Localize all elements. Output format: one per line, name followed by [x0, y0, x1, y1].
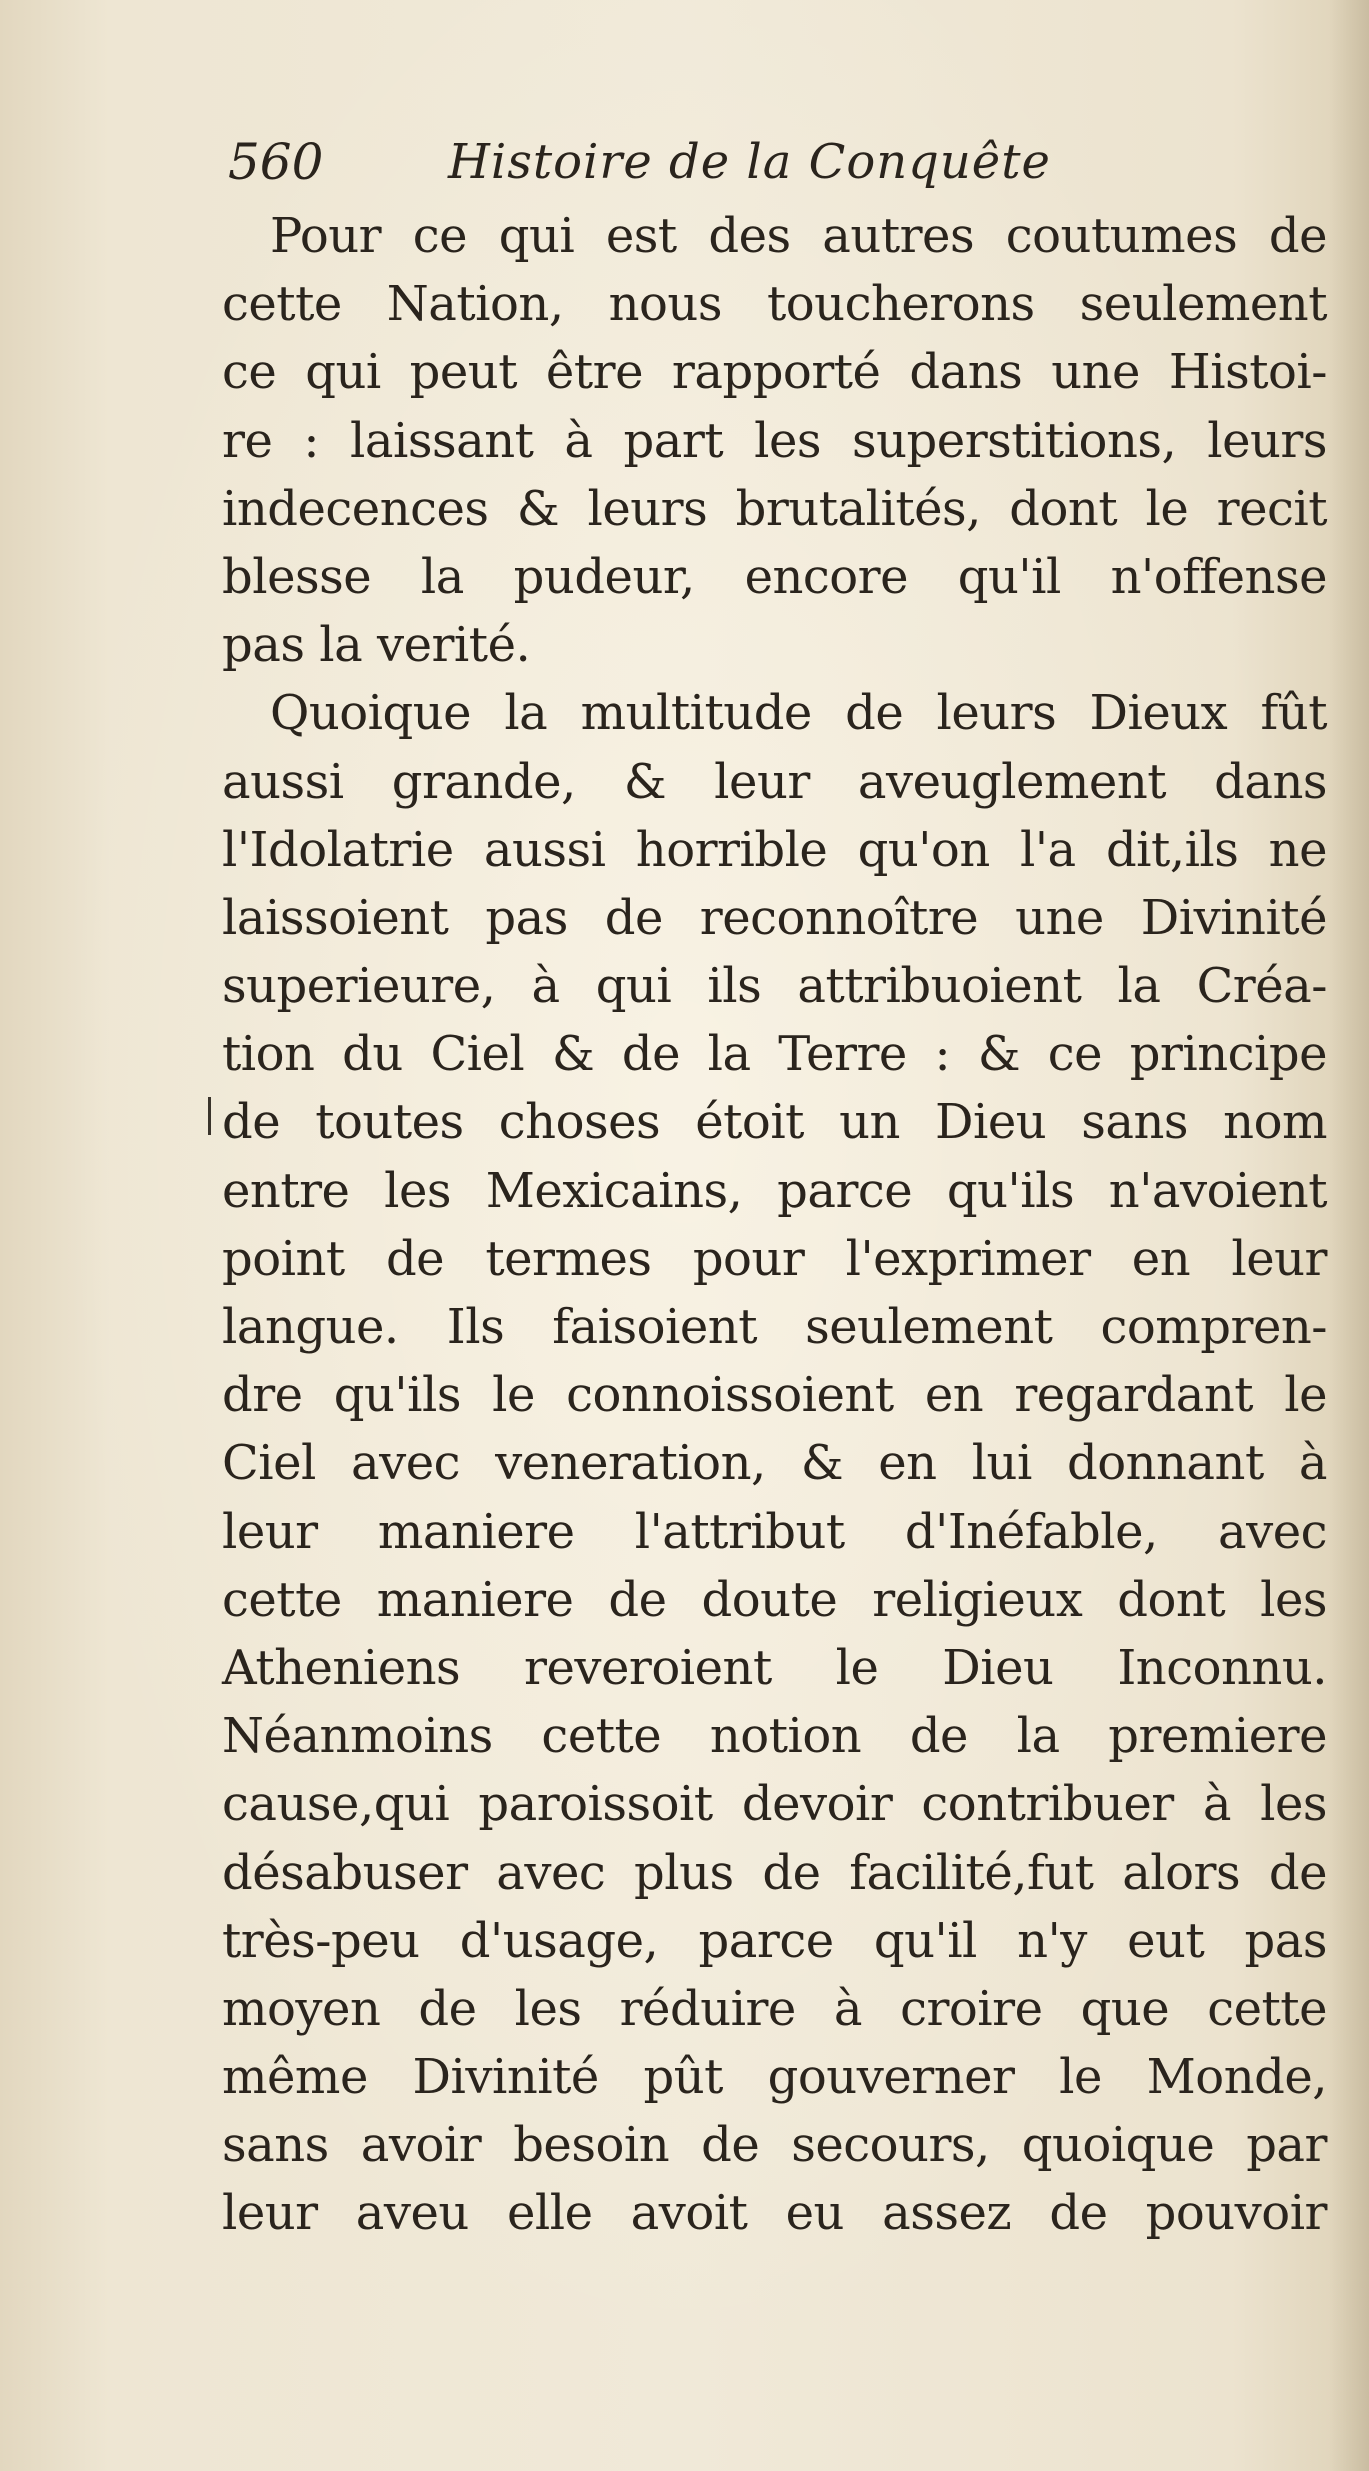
- text-line: ce qui peut être rapporté dans une Histoi-: [222, 344, 1327, 401]
- text-line: aussi grande, & leur aveuglement dans: [222, 753, 1327, 810]
- text-line: indecences & leurs brutalités, dont le recit: [222, 480, 1327, 537]
- page-edge-shadow: [1329, 0, 1369, 2471]
- text-line: sans avoir besoin de secours, quoique par: [222, 2117, 1327, 2174]
- text-line: moyen de les réduire à croire que cette: [222, 1980, 1327, 2037]
- text-line: laissoient pas de reconnoître une Divinité: [222, 889, 1327, 946]
- text-line: langue. Ils faisoient seulement compren-: [222, 1299, 1327, 1355]
- text-line: leur maniere l'attribut d'Inéfable, avec: [222, 1503, 1327, 1560]
- text-line: re : laissant à part les superstitions, leurs: [222, 412, 1327, 469]
- margin-mark: [208, 1097, 211, 1135]
- text-line: pas la verité.: [222, 617, 531, 674]
- body-text: [222, 202, 1327, 2248]
- text-line: Quoique la multitude de leurs Dieux fût: [270, 685, 1327, 742]
- text-line: point de termes pour l'exprimer en leur: [222, 1230, 1327, 1287]
- text-line: Ciel avec veneration, & en lui donnant à: [222, 1435, 1327, 1492]
- text-line: tion du Ciel & de la Terre : & ce principe: [222, 1026, 1327, 1083]
- text-line: entre les Mexicains, parce qu'ils n'avoient: [222, 1162, 1327, 1219]
- text-line: Néanmoins cette notion de la premiere: [222, 1708, 1327, 1765]
- text-line: désabuser avec plus de facilité,fut alors de: [222, 1844, 1327, 1901]
- page-header: [228, 122, 1128, 202]
- text-line: cause,qui paroissoit devoir contribuer à les: [222, 1776, 1327, 1833]
- text-line: cette Nation, nous toucherons seulement: [222, 276, 1327, 333]
- text-line: Pour ce qui est des autres coutumes de: [270, 208, 1327, 264]
- text-line: Atheniens reveroient le Dieu Inconnu.: [222, 1639, 1327, 1696]
- text-line: blesse la pudeur, encore qu'il n'offense: [222, 548, 1327, 605]
- text-line: superieure, à qui ils attribuoient la Créa-: [222, 958, 1327, 1015]
- text-line: cette maniere de doute religieux dont les: [222, 1571, 1327, 1628]
- text-line: leur aveu elle avoit eu assez de pouvoir: [222, 2185, 1327, 2242]
- text-line: de toutes choses étoit un Dieu sans nom: [222, 1094, 1327, 1151]
- text-line: très-peu d'usage, parce qu'il n'y eut pas: [222, 1912, 1327, 1969]
- running-title: Histoire de la Conquête: [448, 134, 1051, 190]
- page-number: 560: [228, 133, 324, 191]
- text-line: dre qu'ils le connoissoient en regardant le: [222, 1367, 1327, 1424]
- text-line: l'Idolatrie aussi horrible qu'on l'a dit,ils ne: [222, 821, 1327, 878]
- text-line: même Divinité pût gouverner le Monde,: [222, 2049, 1327, 2106]
